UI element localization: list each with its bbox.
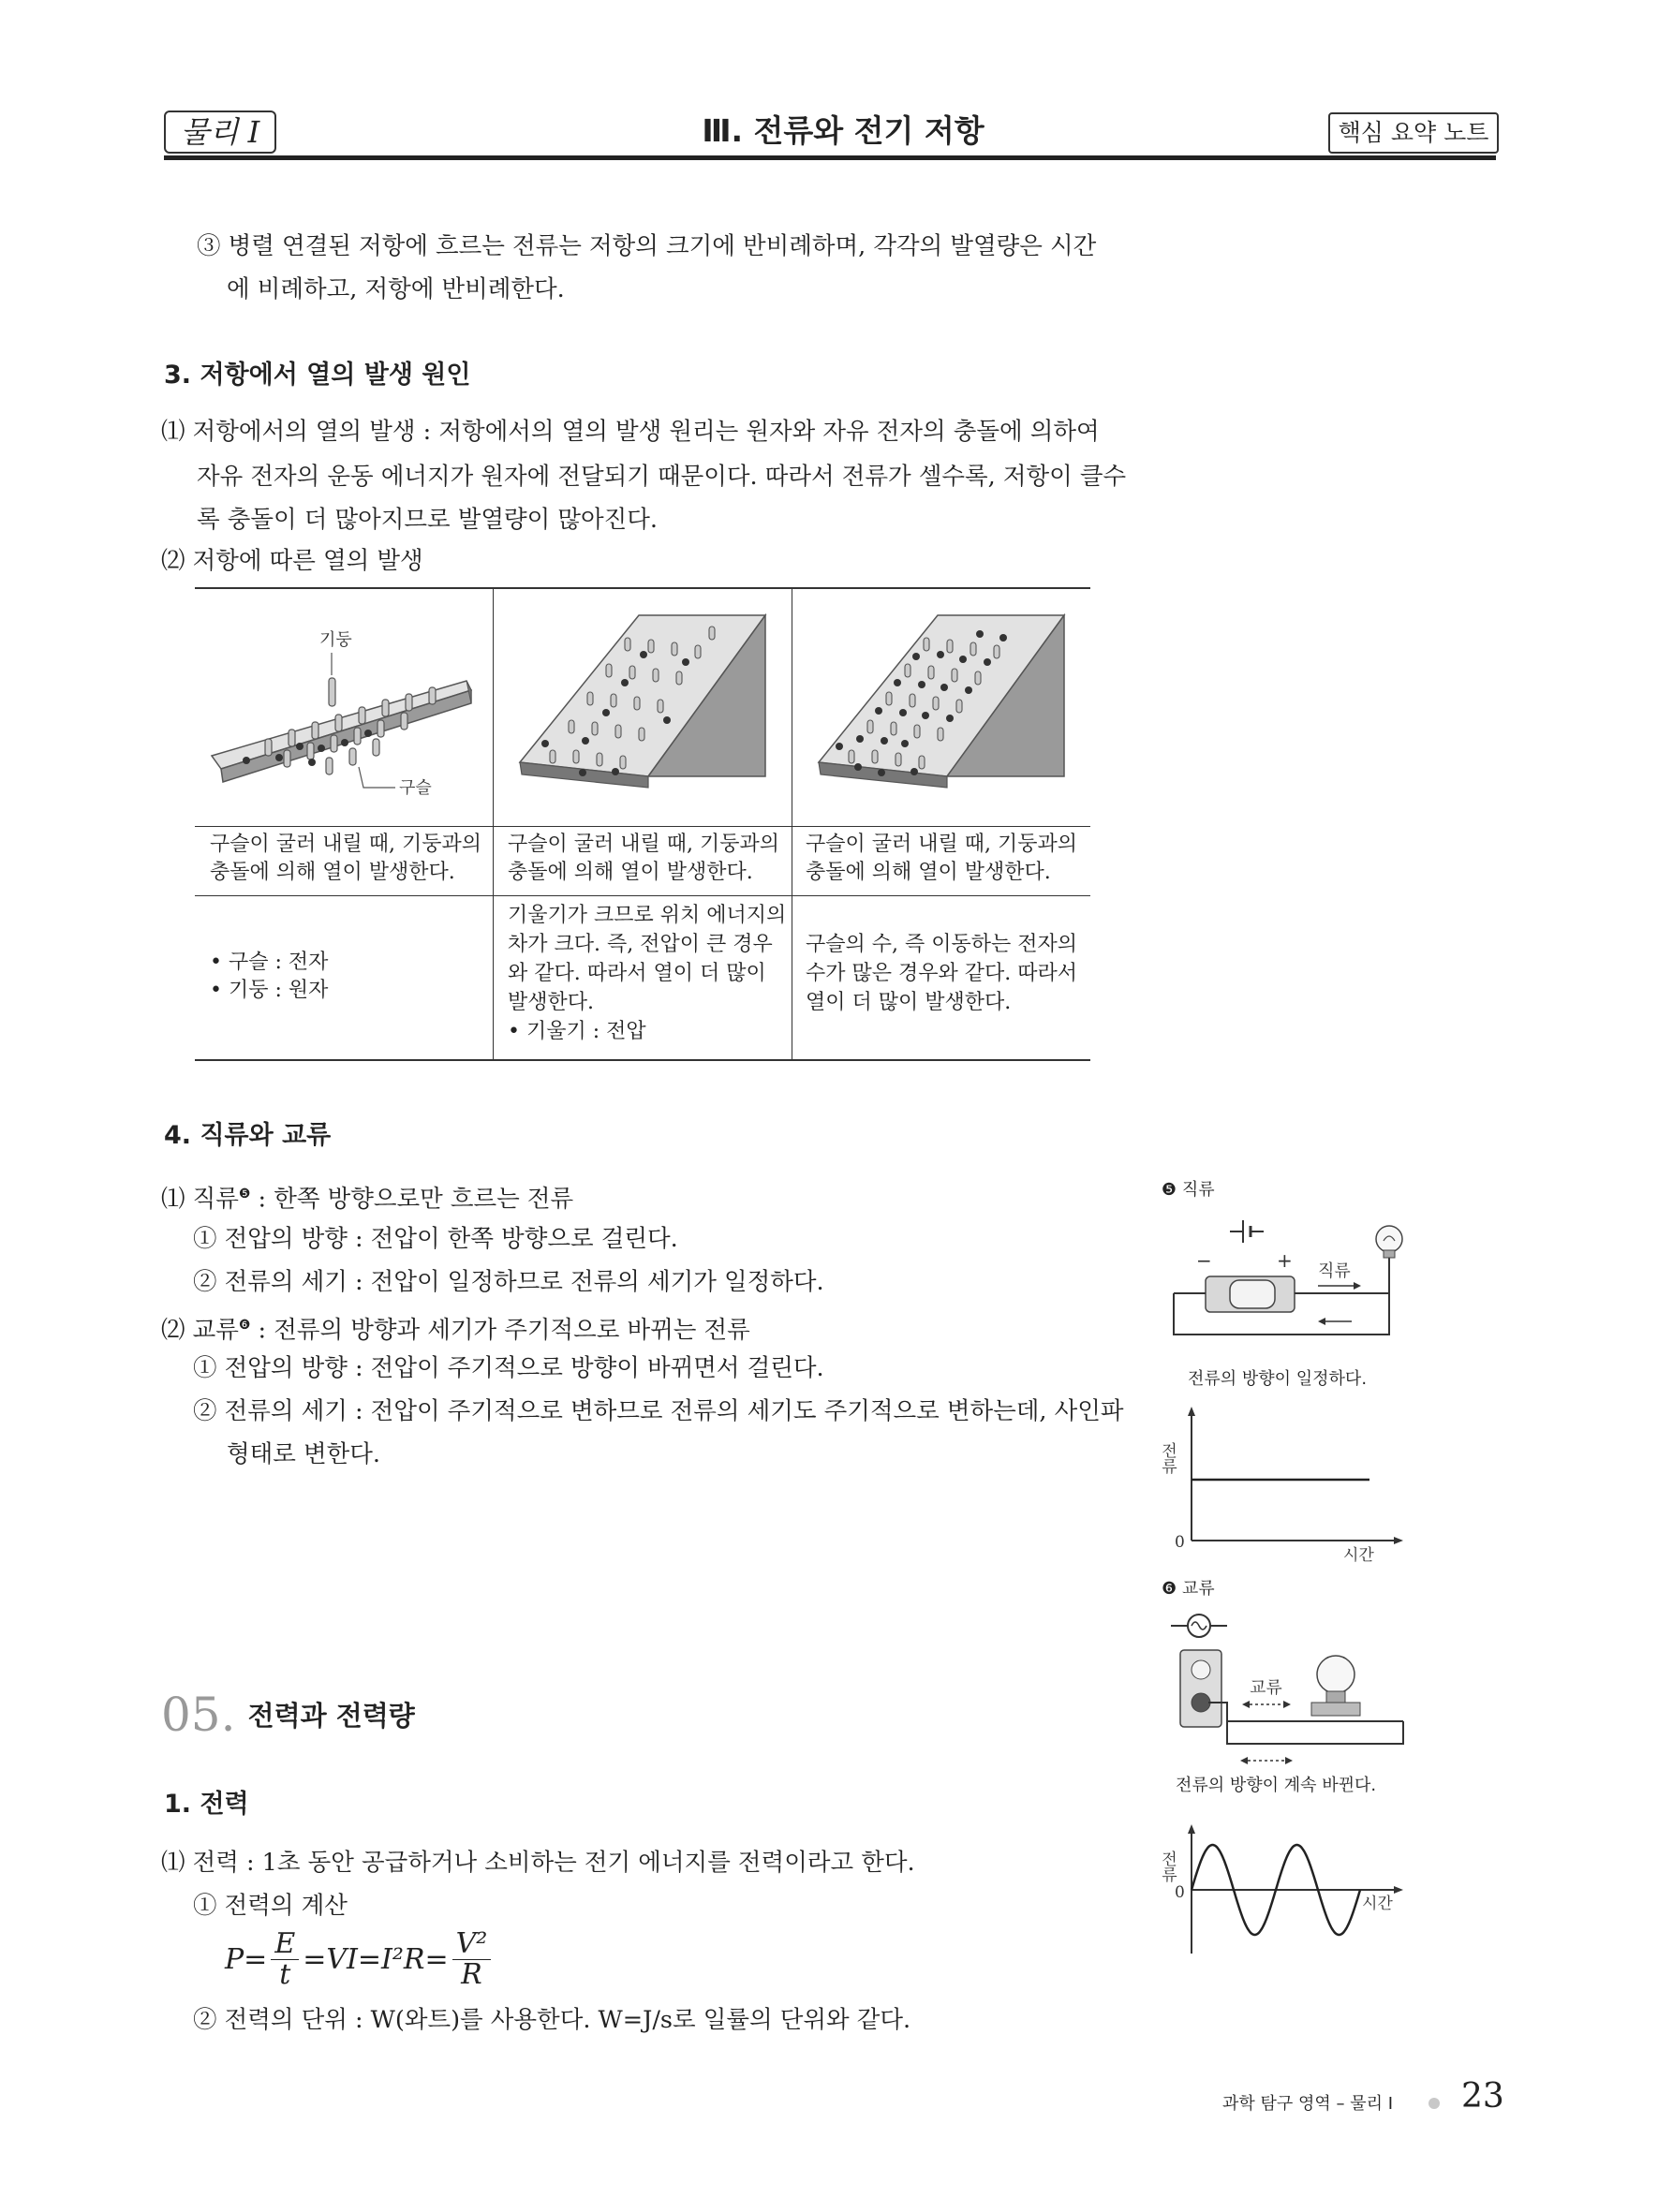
ac-caption: 전류의 방향이 계속 바뀐다. [1176, 1776, 1377, 1795]
ac-item-2: ② 전류의 세기 : 전압이 주기적으로 변하므로 전류의 세기도 주기적으로 변하는데, 사인파 [193, 1397, 1124, 1425]
section-4-heading: 4. 직류와 교류 [164, 1121, 332, 1150]
power-unit: ② 전력의 단위 : W(와트)를 사용한다. W=J/s로 일률의 단위와 같다. [193, 2006, 911, 2034]
power-calc-label: ① 전력의 계산 [193, 1892, 348, 1920]
slope-many-beads-figure [792, 589, 1090, 825]
page-number: 23 [1461, 2077, 1504, 2116]
svg-text:+: + [1277, 1249, 1293, 1272]
row2-col2-text: 기울기가 크므로 위치 에너지의 차가 크다. 즉, 전압이 큰 경우 와 같다. 따라서 열이 더 많이 발생한다. • 기울기 : 전압 [508, 904, 787, 1043]
dc-caption: 전류의 방향이 일정하다. [1188, 1369, 1368, 1389]
row1-col2-text: 구슬이 굴러 내릴 때, 기둥과의 충돌에 의해 열이 발생한다. [508, 833, 779, 884]
sidebar-ac-title: ❻ 교류 [1162, 1579, 1215, 1599]
heat-table [195, 587, 1090, 1061]
sec3-item1-line1: ⑴ 저항에서의 열의 발생 : 저항에서의 열의 발생 원리는 원자와 자유 전자의 충돌에 의하여 [161, 418, 1100, 446]
ac-item-2-cont: 형태로 변한다. [227, 1440, 381, 1468]
sidebar-dc-title: ❺ 직류 [1162, 1180, 1215, 1200]
dc-circuit-figure [1157, 1203, 1438, 1353]
section-05-title: 전력과 전력량 [247, 1700, 415, 1732]
section-05-number: 05. [161, 1688, 236, 1742]
pillar-label: 기둥 [319, 630, 352, 650]
dc-definition: ⑴ 직류$^❺$ : 한쪽 방향으로만 흐르는 전류 [161, 1185, 574, 1214]
bead-label: 구슬 [399, 778, 432, 798]
summary-badge: 핵심 요약 노트 [1328, 112, 1499, 154]
sub-1-heading: 1. 전력 [164, 1790, 249, 1819]
ac-caption-arrow [1238, 1753, 1295, 1768]
dc-graph [1158, 1405, 1405, 1565]
sec3-item2: ⑵ 저항에 따른 열의 발생 [161, 547, 423, 575]
row2-col1-text: • 구슬 : 전자 • 기둥 : 원자 [210, 951, 329, 1002]
header-rule [164, 155, 1496, 160]
svg-text:직류: 직류 [1318, 1261, 1351, 1281]
svg-text:0: 0 [1175, 1883, 1185, 1902]
intro-line-1: ③ 병렬 연결된 저항에 흐르는 전류는 저항의 크기에 반비례하며, 각각의 발열량은 시간 [197, 232, 1097, 260]
svg-text:시간: 시간 [1343, 1546, 1374, 1565]
dc-item-1: ① 전압의 방향 : 전압이 한쪽 방향으로 걸린다. [193, 1225, 678, 1253]
power-formula: P= $\frac{E}{t}$ =VI=I²R= $\frac{\text{V²}}{R}$ [225, 1929, 495, 1990]
row2-col3-text: 구슬의 수, 즉 이동하는 전자의 수가 많은 경우와 같다. 따라서 열이 더 많이 발생한다. [806, 933, 1077, 1014]
ac-circuit-figure [1171, 1601, 1414, 1761]
power-definition: ⑴ 전력 : 1초 동안 공급하거나 소비하는 전기 에너지를 전력이라고 한다. [161, 1849, 915, 1877]
intro-line-2: 에 비례하고, 저항에 반비례한다. [227, 275, 565, 303]
section-05-heading [161, 1688, 415, 1742]
slope-gentle-figure [195, 589, 493, 825]
svg-text:전류: 전류 [1158, 1851, 1177, 1882]
row1-col3-text: 구슬이 굴러 내릴 때, 기둥과의 충돌에 의해 열이 발생한다. [806, 833, 1077, 884]
ac-graph [1158, 1822, 1405, 1963]
ac-definition: ⑵ 교류$^❻$ : 전류의 방향과 세기가 주기적으로 바뀌는 전류 [161, 1316, 750, 1345]
ac-item-1: ① 전압의 방향 : 전압이 주기적으로 방향이 바뀌면서 걸린다. [193, 1354, 824, 1382]
slope-steep-figure [494, 589, 792, 825]
svg-text:교류: 교류 [1250, 1678, 1282, 1698]
footer-label: 과학 탐구 영역 – 물리 I [1222, 2094, 1394, 2114]
svg-text:0: 0 [1175, 1533, 1185, 1552]
sec3-item1-line2: 자유 전자의 운동 에너지가 원자에 전달되기 때문이다. 따라서 전류가 셀수록, 저항이 클수 [197, 463, 1127, 491]
sec3-item1-line3: 록 충돌이 더 많아지므로 발열량이 많아진다. [197, 506, 659, 534]
svg-text:−: − [1196, 1249, 1212, 1272]
svg-text:전류: 전류 [1158, 1442, 1177, 1474]
svg-text:시간: 시간 [1362, 1895, 1393, 1913]
chapter-title: Ⅲ. 전류와 전기 저항 [702, 112, 984, 149]
dc-item-2: ② 전류의 세기 : 전압이 일정하므로 전류의 세기가 일정하다. [193, 1268, 824, 1296]
subject-box: 물리 I [164, 111, 276, 154]
footer-dot [1429, 2098, 1440, 2109]
row1-col1-text: 구슬이 굴러 내릴 때, 기둥과의 충돌에 의해 열이 발생한다. [210, 833, 481, 884]
section-3-heading: 3. 저항에서 열의 발생 원인 [164, 361, 471, 390]
